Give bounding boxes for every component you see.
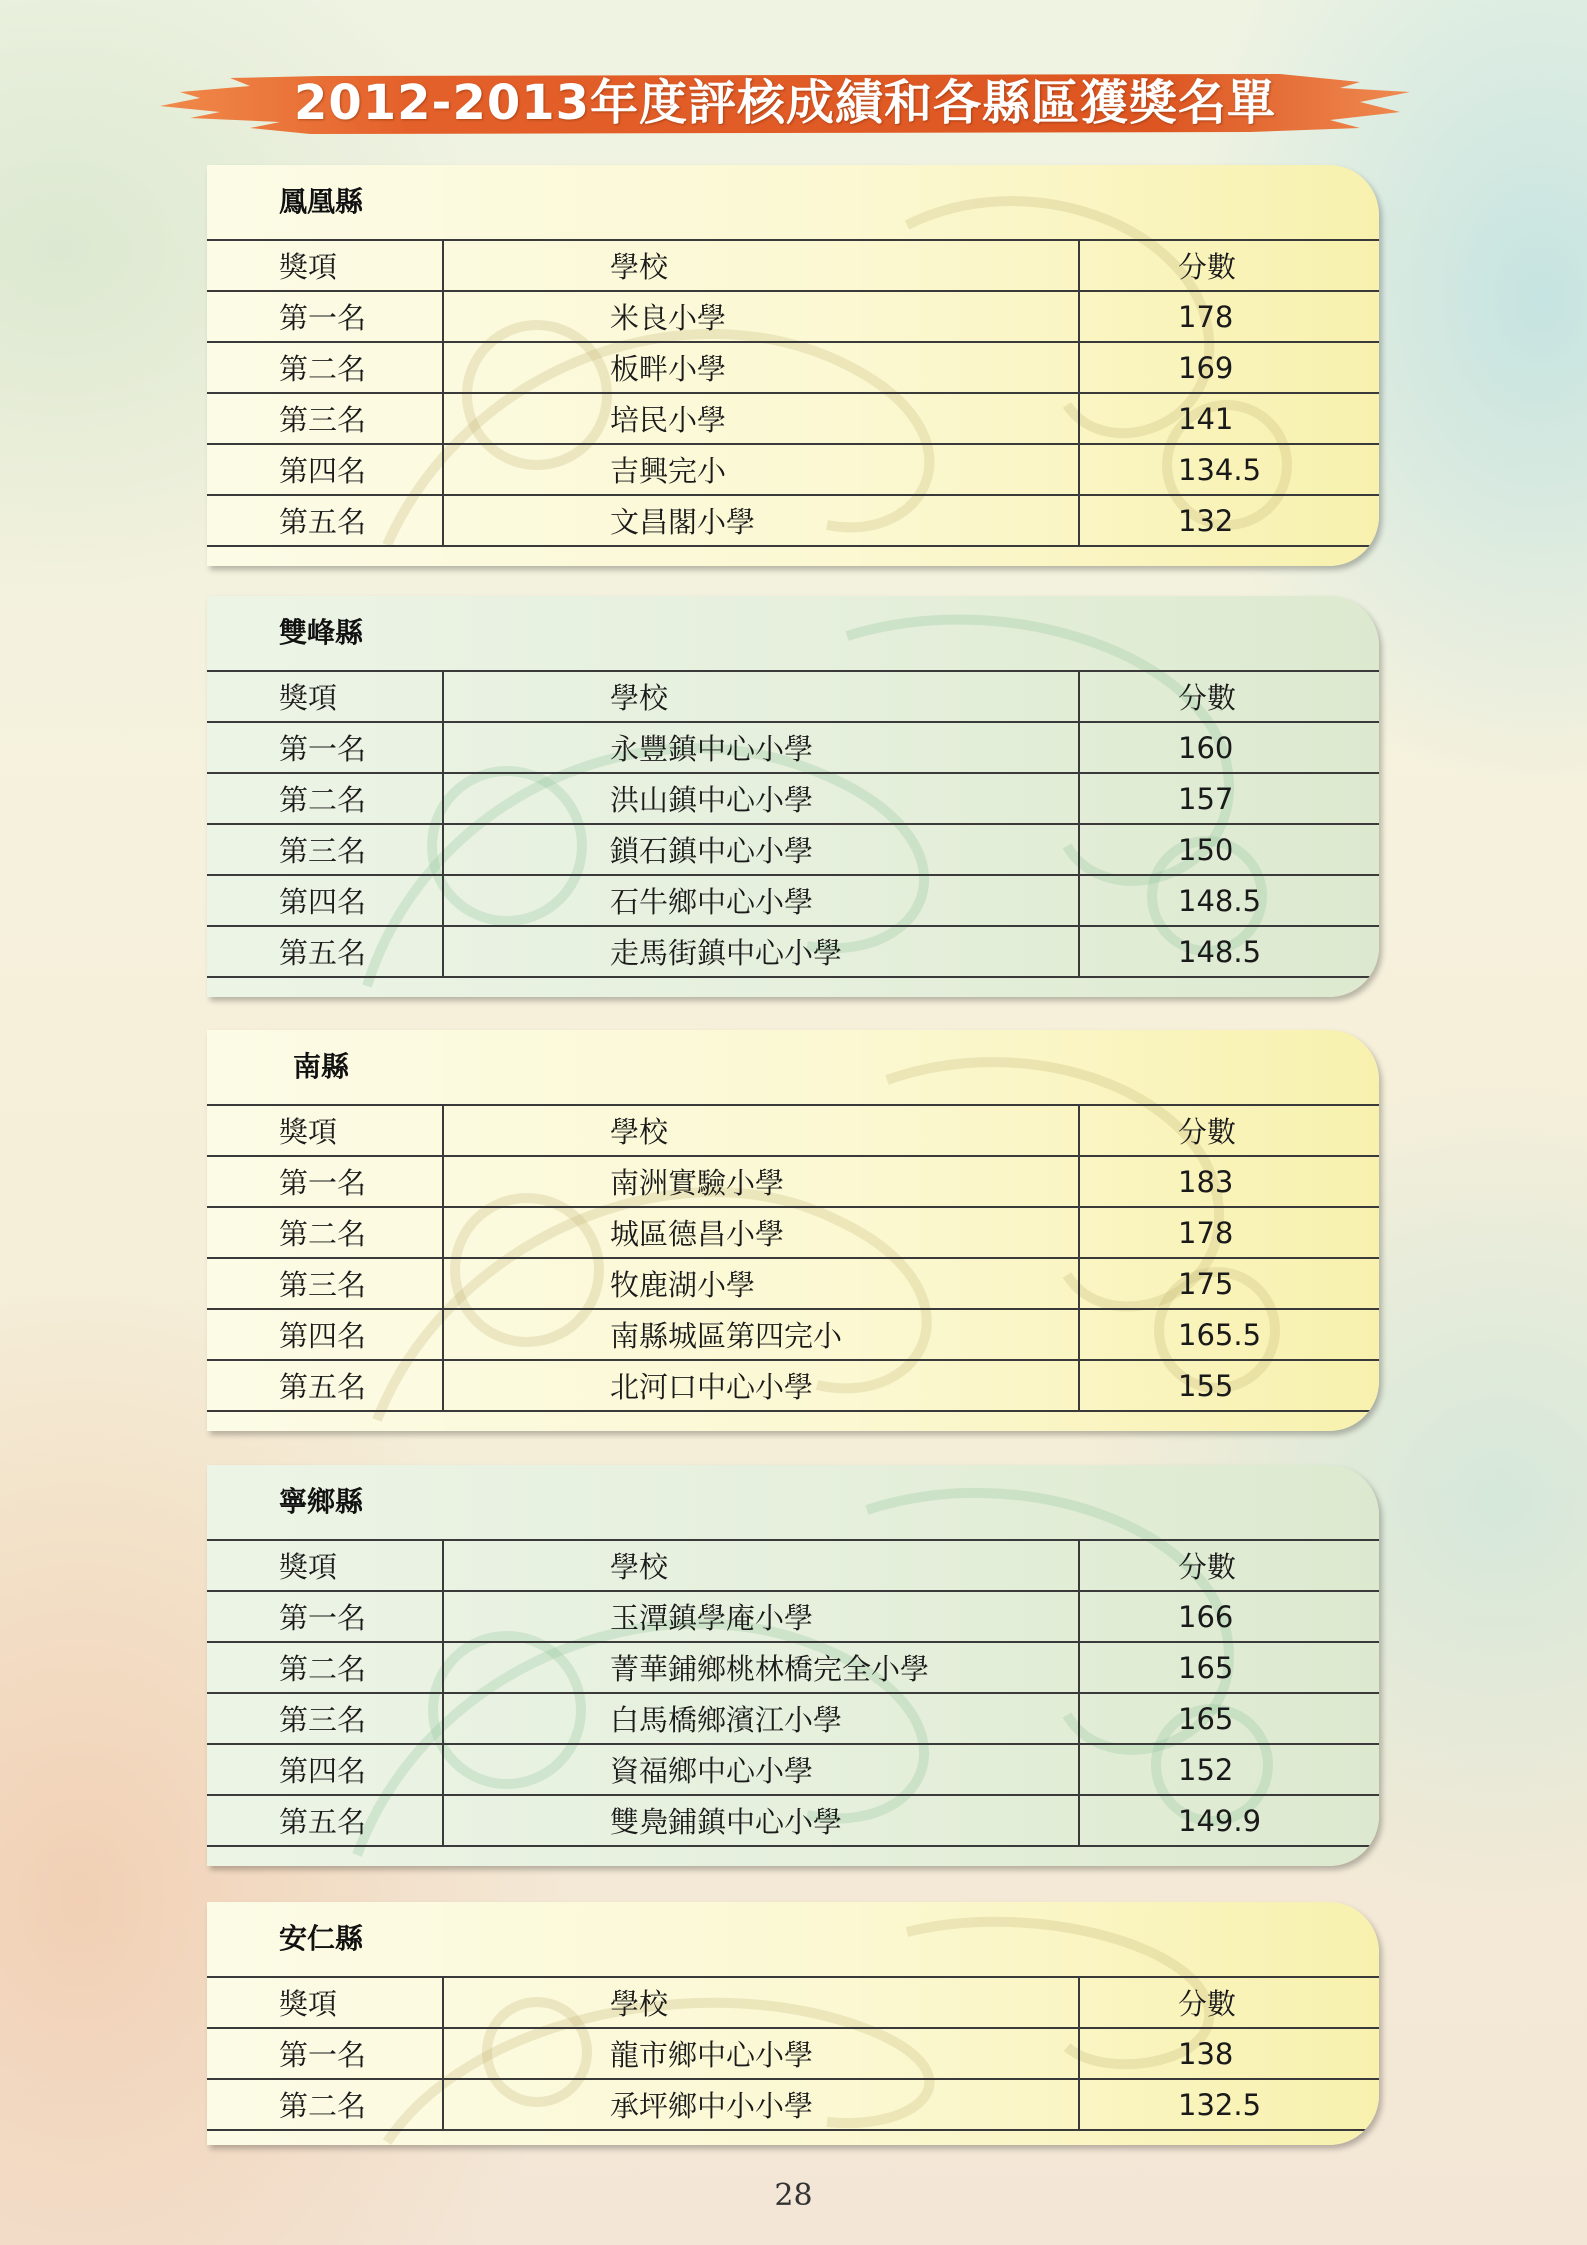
- county-name: 南縣: [293, 1050, 350, 1083]
- score-cell: 178: [1079, 291, 1379, 342]
- school-cell: 資福鄉中心小學: [443, 1744, 1079, 1795]
- county-panel-anren: [207, 1902, 1379, 2145]
- header-rank: 獎項: [207, 240, 443, 291]
- table-row: [207, 342, 1379, 393]
- school-cell: 石牛鄉中心小學: [443, 875, 1079, 926]
- score-cell: 141: [1079, 393, 1379, 444]
- table-row: [207, 1156, 1379, 1207]
- school-cell: 洪山鎮中心小學: [443, 773, 1079, 824]
- score-cell: 150: [1079, 824, 1379, 875]
- school-cell: 牧鹿湖小學: [443, 1258, 1079, 1309]
- table-row: [207, 722, 1379, 773]
- header-score: 分數: [1079, 1105, 1379, 1156]
- table-row: [207, 1207, 1379, 1258]
- rank-cell: 第五名: [207, 495, 443, 546]
- table-header-row: [207, 240, 1379, 291]
- county-name: 寧鄉縣: [279, 1485, 364, 1518]
- county-panel-ningxiang: [207, 1465, 1379, 1866]
- score-cell: 157: [1079, 773, 1379, 824]
- rank-cell: 第一名: [207, 291, 443, 342]
- page-number: 28: [774, 2178, 813, 2213]
- header-score: 分數: [1079, 671, 1379, 722]
- rank-cell: 第二名: [207, 342, 443, 393]
- school-cell: 文昌閣小學: [443, 495, 1079, 546]
- rank-cell: 第二名: [207, 1642, 443, 1693]
- score-cell: 148.5: [1079, 926, 1379, 977]
- score-cell: 165: [1079, 1693, 1379, 1744]
- school-cell: 米良小學: [443, 291, 1079, 342]
- table-header-row: [207, 1540, 1379, 1591]
- rank-cell: 第五名: [207, 1360, 443, 1411]
- header-rank: 獎項: [207, 1977, 443, 2028]
- school-cell: 菁華鋪鄉桃林橋完全小學: [443, 1642, 1079, 1693]
- rank-cell: 第四名: [207, 1309, 443, 1360]
- county-name: 雙峰縣: [279, 616, 364, 649]
- table-row: [207, 444, 1379, 495]
- school-cell: 南洲實驗小學: [443, 1156, 1079, 1207]
- school-cell: 城區德昌小學: [443, 1207, 1079, 1258]
- header-school: 學校: [443, 1977, 1079, 2028]
- school-cell: 承坪鄉中小小學: [443, 2079, 1079, 2130]
- rank-cell: 第一名: [207, 722, 443, 773]
- score-cell: 149.9: [1079, 1795, 1379, 1846]
- header-school: 學校: [443, 1540, 1079, 1591]
- county-name: 安仁縣: [279, 1922, 364, 1955]
- header-rank: 獎項: [207, 1540, 443, 1591]
- table-row: [207, 2028, 1379, 2079]
- score-cell: 183: [1079, 1156, 1379, 1207]
- table-row: [207, 1642, 1379, 1693]
- table-row: [207, 1591, 1379, 1642]
- table-row: [207, 1258, 1379, 1309]
- school-cell: 北河口中心小學: [443, 1360, 1079, 1411]
- county-panel-nanxian: [207, 1030, 1379, 1431]
- table-row: [207, 824, 1379, 875]
- awards-table: [207, 1539, 1379, 1847]
- header-score: 分數: [1079, 240, 1379, 291]
- rank-cell: 第二名: [207, 1207, 443, 1258]
- rank-cell: 第三名: [207, 824, 443, 875]
- county-name: 鳳凰縣: [279, 185, 364, 218]
- score-cell: 152: [1079, 1744, 1379, 1795]
- table-header-row: [207, 1977, 1379, 2028]
- rank-cell: 第四名: [207, 875, 443, 926]
- county-panel-shuangfeng: [207, 596, 1379, 997]
- school-cell: 白馬橋鄉濱江小學: [443, 1693, 1079, 1744]
- table-row: [207, 875, 1379, 926]
- header-rank: 獎項: [207, 1105, 443, 1156]
- rank-cell: 第五名: [207, 926, 443, 977]
- rank-cell: 第二名: [207, 2079, 443, 2130]
- table-row: [207, 2079, 1379, 2130]
- rank-cell: 第五名: [207, 1795, 443, 1846]
- table-row: [207, 495, 1379, 546]
- rank-cell: 第二名: [207, 773, 443, 824]
- table-header-row: [207, 1105, 1379, 1156]
- rank-cell: 第三名: [207, 1258, 443, 1309]
- table-row: [207, 1693, 1379, 1744]
- rank-cell: 第一名: [207, 1156, 443, 1207]
- school-cell: 龍市鄉中心小學: [443, 2028, 1079, 2079]
- table-row: [207, 1309, 1379, 1360]
- awards-table: [207, 670, 1379, 978]
- header-score: 分數: [1079, 1977, 1379, 2028]
- school-cell: 走馬街鎮中心小學: [443, 926, 1079, 977]
- school-cell: 南縣城區第四完小: [443, 1309, 1079, 1360]
- header-rank: 獎項: [207, 671, 443, 722]
- awards-table: [207, 239, 1379, 547]
- header-school: 學校: [443, 671, 1079, 722]
- score-cell: 134.5: [1079, 444, 1379, 495]
- school-cell: 板畔小學: [443, 342, 1079, 393]
- score-cell: 132: [1079, 495, 1379, 546]
- rank-cell: 第四名: [207, 444, 443, 495]
- table-row: [207, 393, 1379, 444]
- score-cell: 166: [1079, 1591, 1379, 1642]
- header-score: 分數: [1079, 1540, 1379, 1591]
- page-title: 2012-2013年度評核成績和各縣區獲獎名單: [293, 75, 1277, 131]
- score-cell: 160: [1079, 722, 1379, 773]
- school-cell: 永豐鎮中心小學: [443, 722, 1079, 773]
- score-cell: 165: [1079, 1642, 1379, 1693]
- score-cell: 148.5: [1079, 875, 1379, 926]
- table-header-row: [207, 671, 1379, 722]
- score-cell: 175: [1079, 1258, 1379, 1309]
- school-cell: 玉潭鎮學庵小學: [443, 1591, 1079, 1642]
- table-row: [207, 291, 1379, 342]
- rank-cell: 第一名: [207, 1591, 443, 1642]
- table-row: [207, 1744, 1379, 1795]
- county-panel-fenghuang: [207, 165, 1379, 566]
- rank-cell: 第四名: [207, 1744, 443, 1795]
- table-row: [207, 926, 1379, 977]
- header-school: 學校: [443, 1105, 1079, 1156]
- table-row: [207, 1360, 1379, 1411]
- page-title-banner: [160, 68, 1410, 138]
- table-row: [207, 1795, 1379, 1846]
- rank-cell: 第三名: [207, 1693, 443, 1744]
- score-cell: 132.5: [1079, 2079, 1379, 2130]
- score-cell: 169: [1079, 342, 1379, 393]
- score-cell: 155: [1079, 1360, 1379, 1411]
- score-cell: 178: [1079, 1207, 1379, 1258]
- awards-table: [207, 1104, 1379, 1412]
- school-cell: 鎖石鎮中心小學: [443, 824, 1079, 875]
- header-school: 學校: [443, 240, 1079, 291]
- school-cell: 雙鳧鋪鎮中心小學: [443, 1795, 1079, 1846]
- score-cell: 165.5: [1079, 1309, 1379, 1360]
- rank-cell: 第三名: [207, 393, 443, 444]
- awards-table: [207, 1976, 1379, 2131]
- rank-cell: 第一名: [207, 2028, 443, 2079]
- score-cell: 138: [1079, 2028, 1379, 2079]
- school-cell: 吉興完小: [443, 444, 1079, 495]
- school-cell: 培民小學: [443, 393, 1079, 444]
- table-row: [207, 773, 1379, 824]
